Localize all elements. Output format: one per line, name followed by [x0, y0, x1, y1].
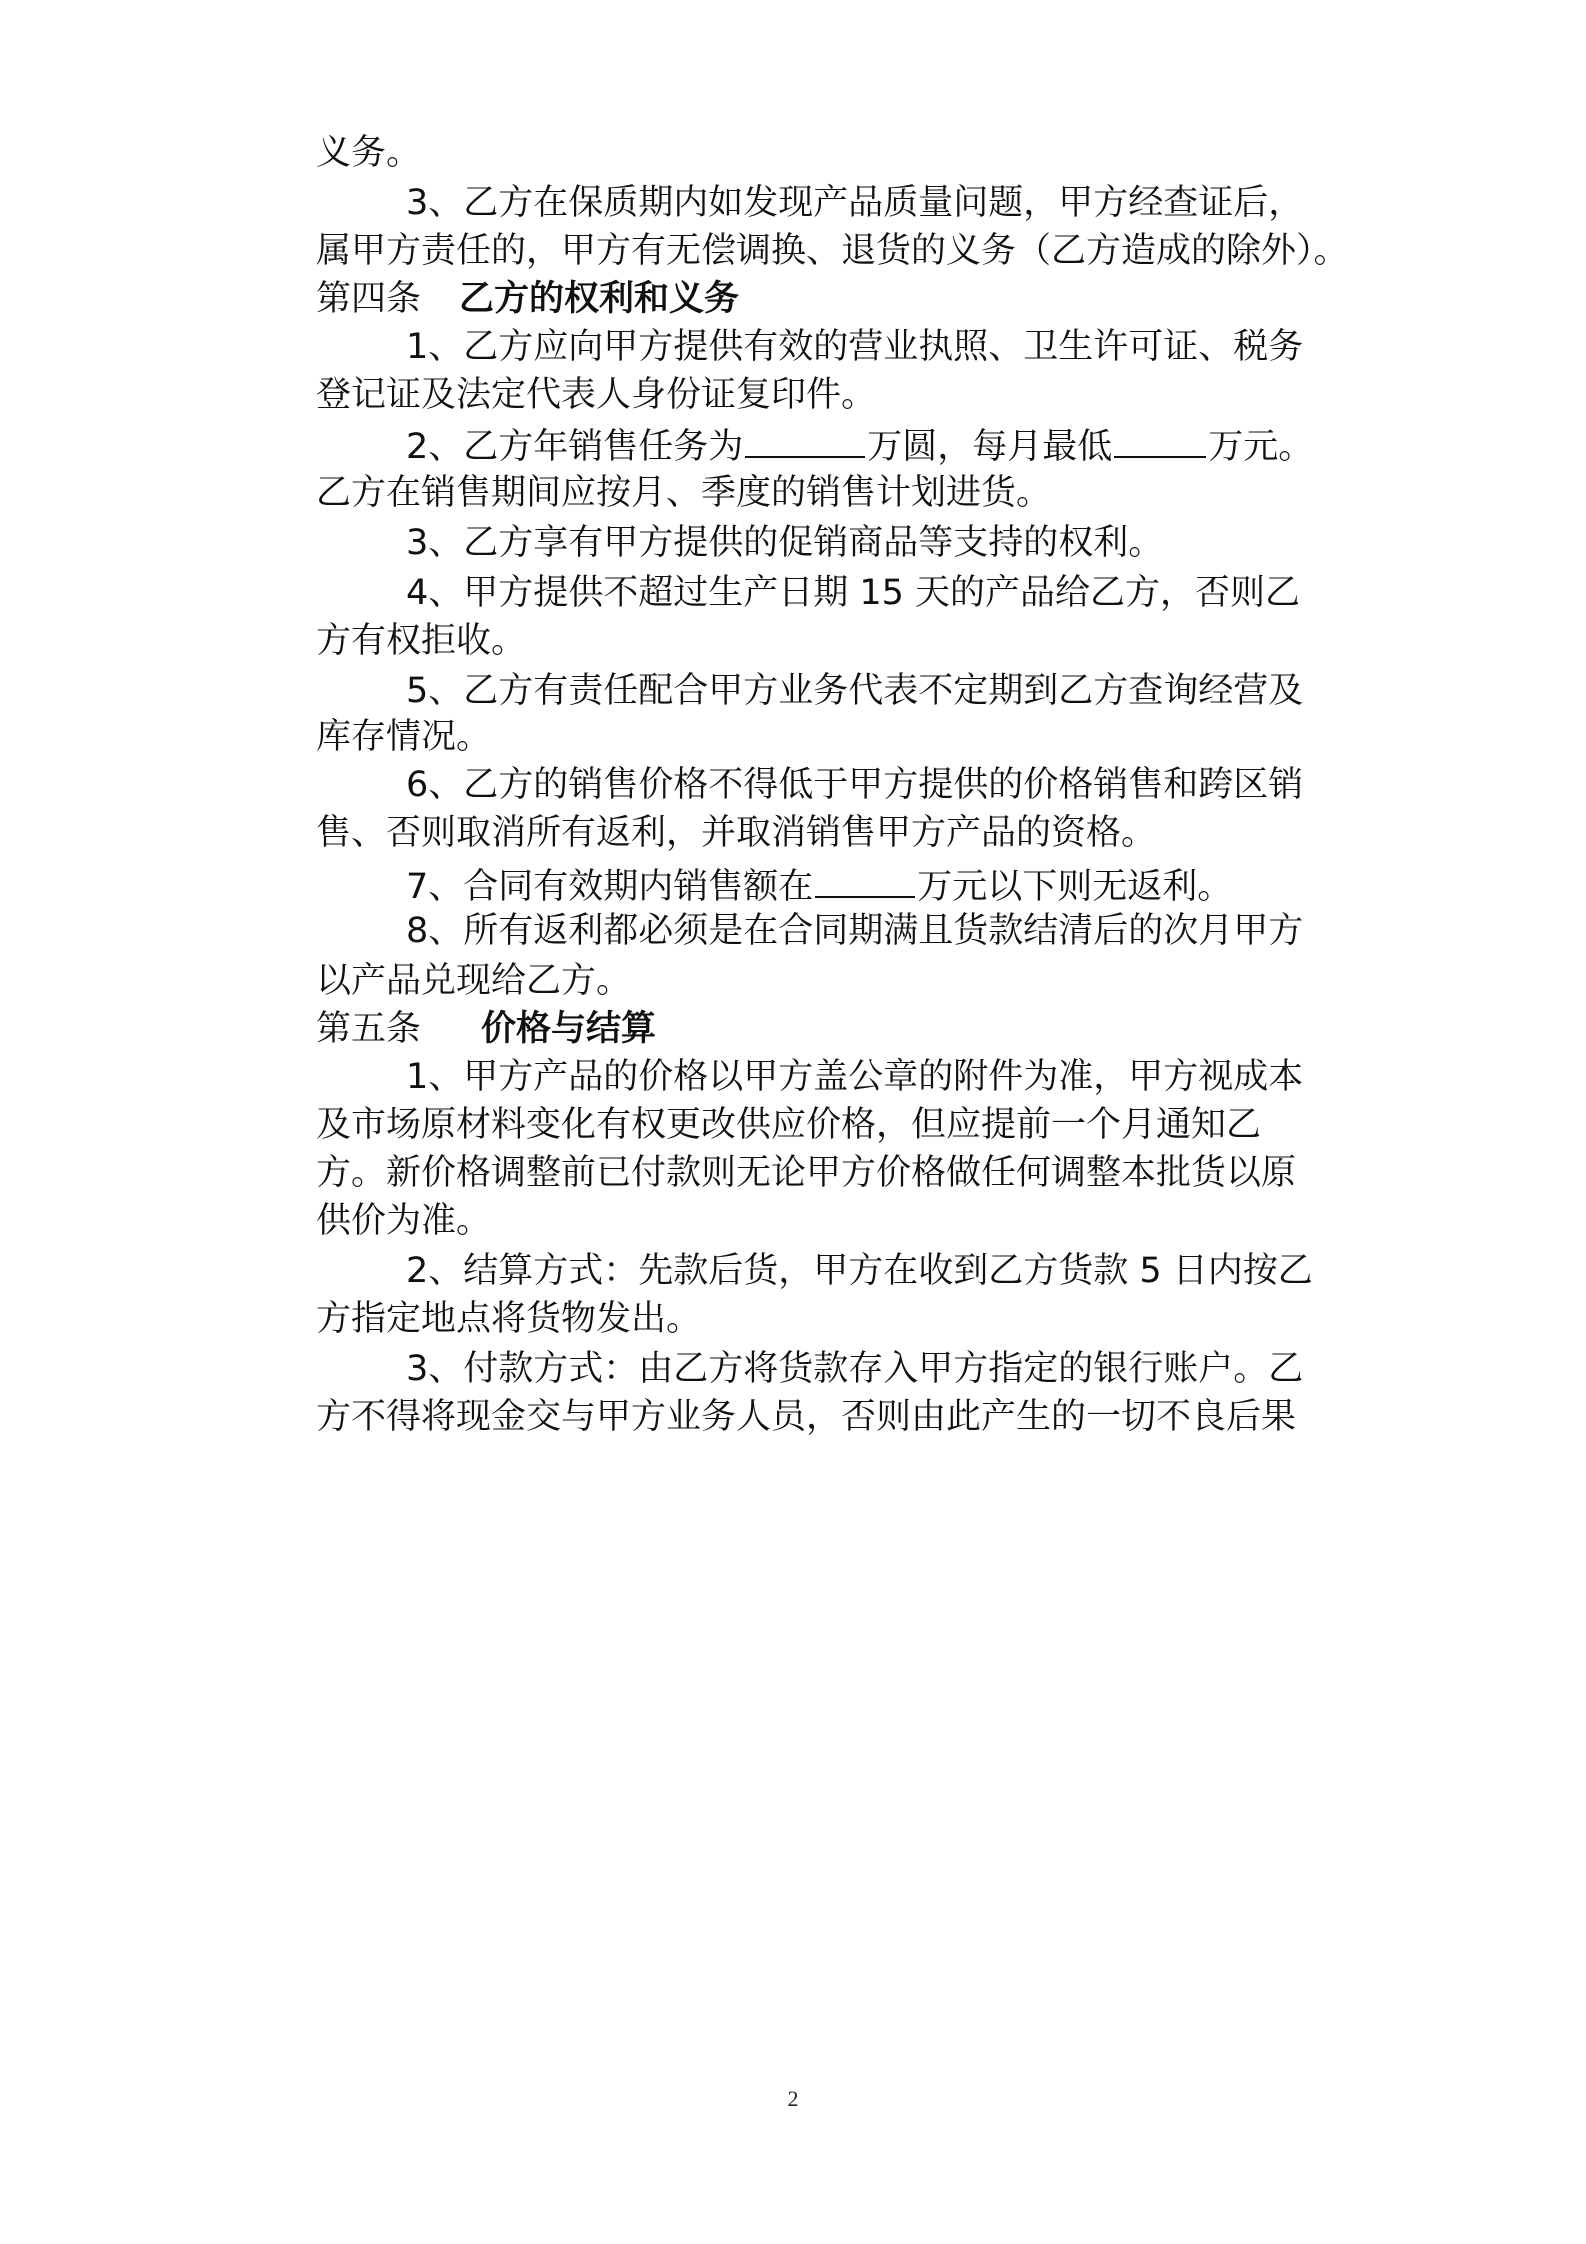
text-segment: 万元以下则无返利。 — [917, 867, 1233, 907]
text-line: 4、甲方提供不超过生产日期 15 天的产品给乙方，否则乙 — [406, 573, 1301, 613]
text-line: 方有权拒收。 — [316, 621, 527, 661]
section-title: 乙方的权利和义务 — [459, 279, 740, 319]
text-segment: 万圆，每月最低 — [867, 427, 1113, 467]
text-line: 库存情况。 — [316, 717, 492, 757]
text-line: 及市场原材料变化有权更改供应价格，但应提前一个月通知乙 — [316, 1105, 1262, 1145]
text-line: 义务。 — [316, 133, 422, 173]
text-line: 5、乙方有责任配合甲方业务代表不定期到乙方查询经营及 — [406, 671, 1304, 711]
text-line-with-blank — [406, 858, 1356, 912]
text-line: 以产品兑现给乙方。 — [316, 961, 632, 1001]
page-number: 2 — [787, 2086, 799, 2111]
text-line: 方。新价格调整前已付款则无论甲方价格做任何调整本批货以原 — [316, 1153, 1297, 1193]
section-heading-4 — [316, 274, 1356, 324]
text-line: 售、否则取消所有返利，并取消销售甲方产品的资格。 — [316, 813, 1157, 853]
text-line: 属甲方责任的，甲方有无偿调换、退货的义务（乙方造成的除外）。 — [316, 231, 1349, 271]
section-heading-5 — [316, 1004, 1356, 1054]
text-line: 方指定地点将货物发出。 — [316, 1299, 702, 1339]
fill-in-blank[interactable] — [1114, 418, 1206, 458]
text-line: 3、付款方式：由乙方将货款存入甲方指定的银行账户。乙 — [406, 1349, 1304, 1389]
text-line: 6、乙方的销售价格不得低于甲方提供的价格销售和跨区销 — [406, 765, 1304, 805]
text-line: 3、乙方享有甲方提供的促销商品等支持的权利。 — [406, 523, 1164, 563]
text-line-with-blanks — [406, 418, 1356, 472]
section-label: 第四条 — [316, 279, 422, 319]
text-line: 3、乙方在保质期内如发现产品质量问题，甲方经查证后， — [406, 183, 1304, 223]
text-line: 2、结算方式：先款后货，甲方在收到乙方货款 5 日内按乙 — [406, 1251, 1313, 1291]
text-line: 登记证及法定代表人身份证复印件。 — [316, 375, 877, 415]
text-line: 1、乙方应向甲方提供有效的营业执照、卫生许可证、税务 — [406, 327, 1304, 367]
text-line: 乙方在销售期间应按月、季度的销售计划进货。 — [316, 473, 1052, 513]
text-line: 8、所有返利都必须是在合同期满且货款结清后的次月甲方 — [406, 911, 1304, 951]
text-segment: 7、合同有效期内销售额在 — [406, 867, 814, 907]
section-title: 价格与结算 — [481, 1009, 657, 1049]
text-segment: 2、乙方年销售任务为 — [406, 427, 744, 467]
text-segment: 万元。 — [1208, 427, 1314, 467]
fill-in-blank[interactable] — [745, 418, 865, 458]
text-line: 供价为准。 — [316, 1201, 492, 1241]
text-line: 方不得将现金交与甲方业务人员，否则由此产生的一切不良后果 — [316, 1397, 1297, 1437]
fill-in-blank[interactable] — [815, 858, 915, 898]
section-label: 第五条 — [316, 1009, 422, 1049]
text-line: 1、甲方产品的价格以甲方盖公章的附件为准，甲方视成本 — [406, 1057, 1304, 1097]
